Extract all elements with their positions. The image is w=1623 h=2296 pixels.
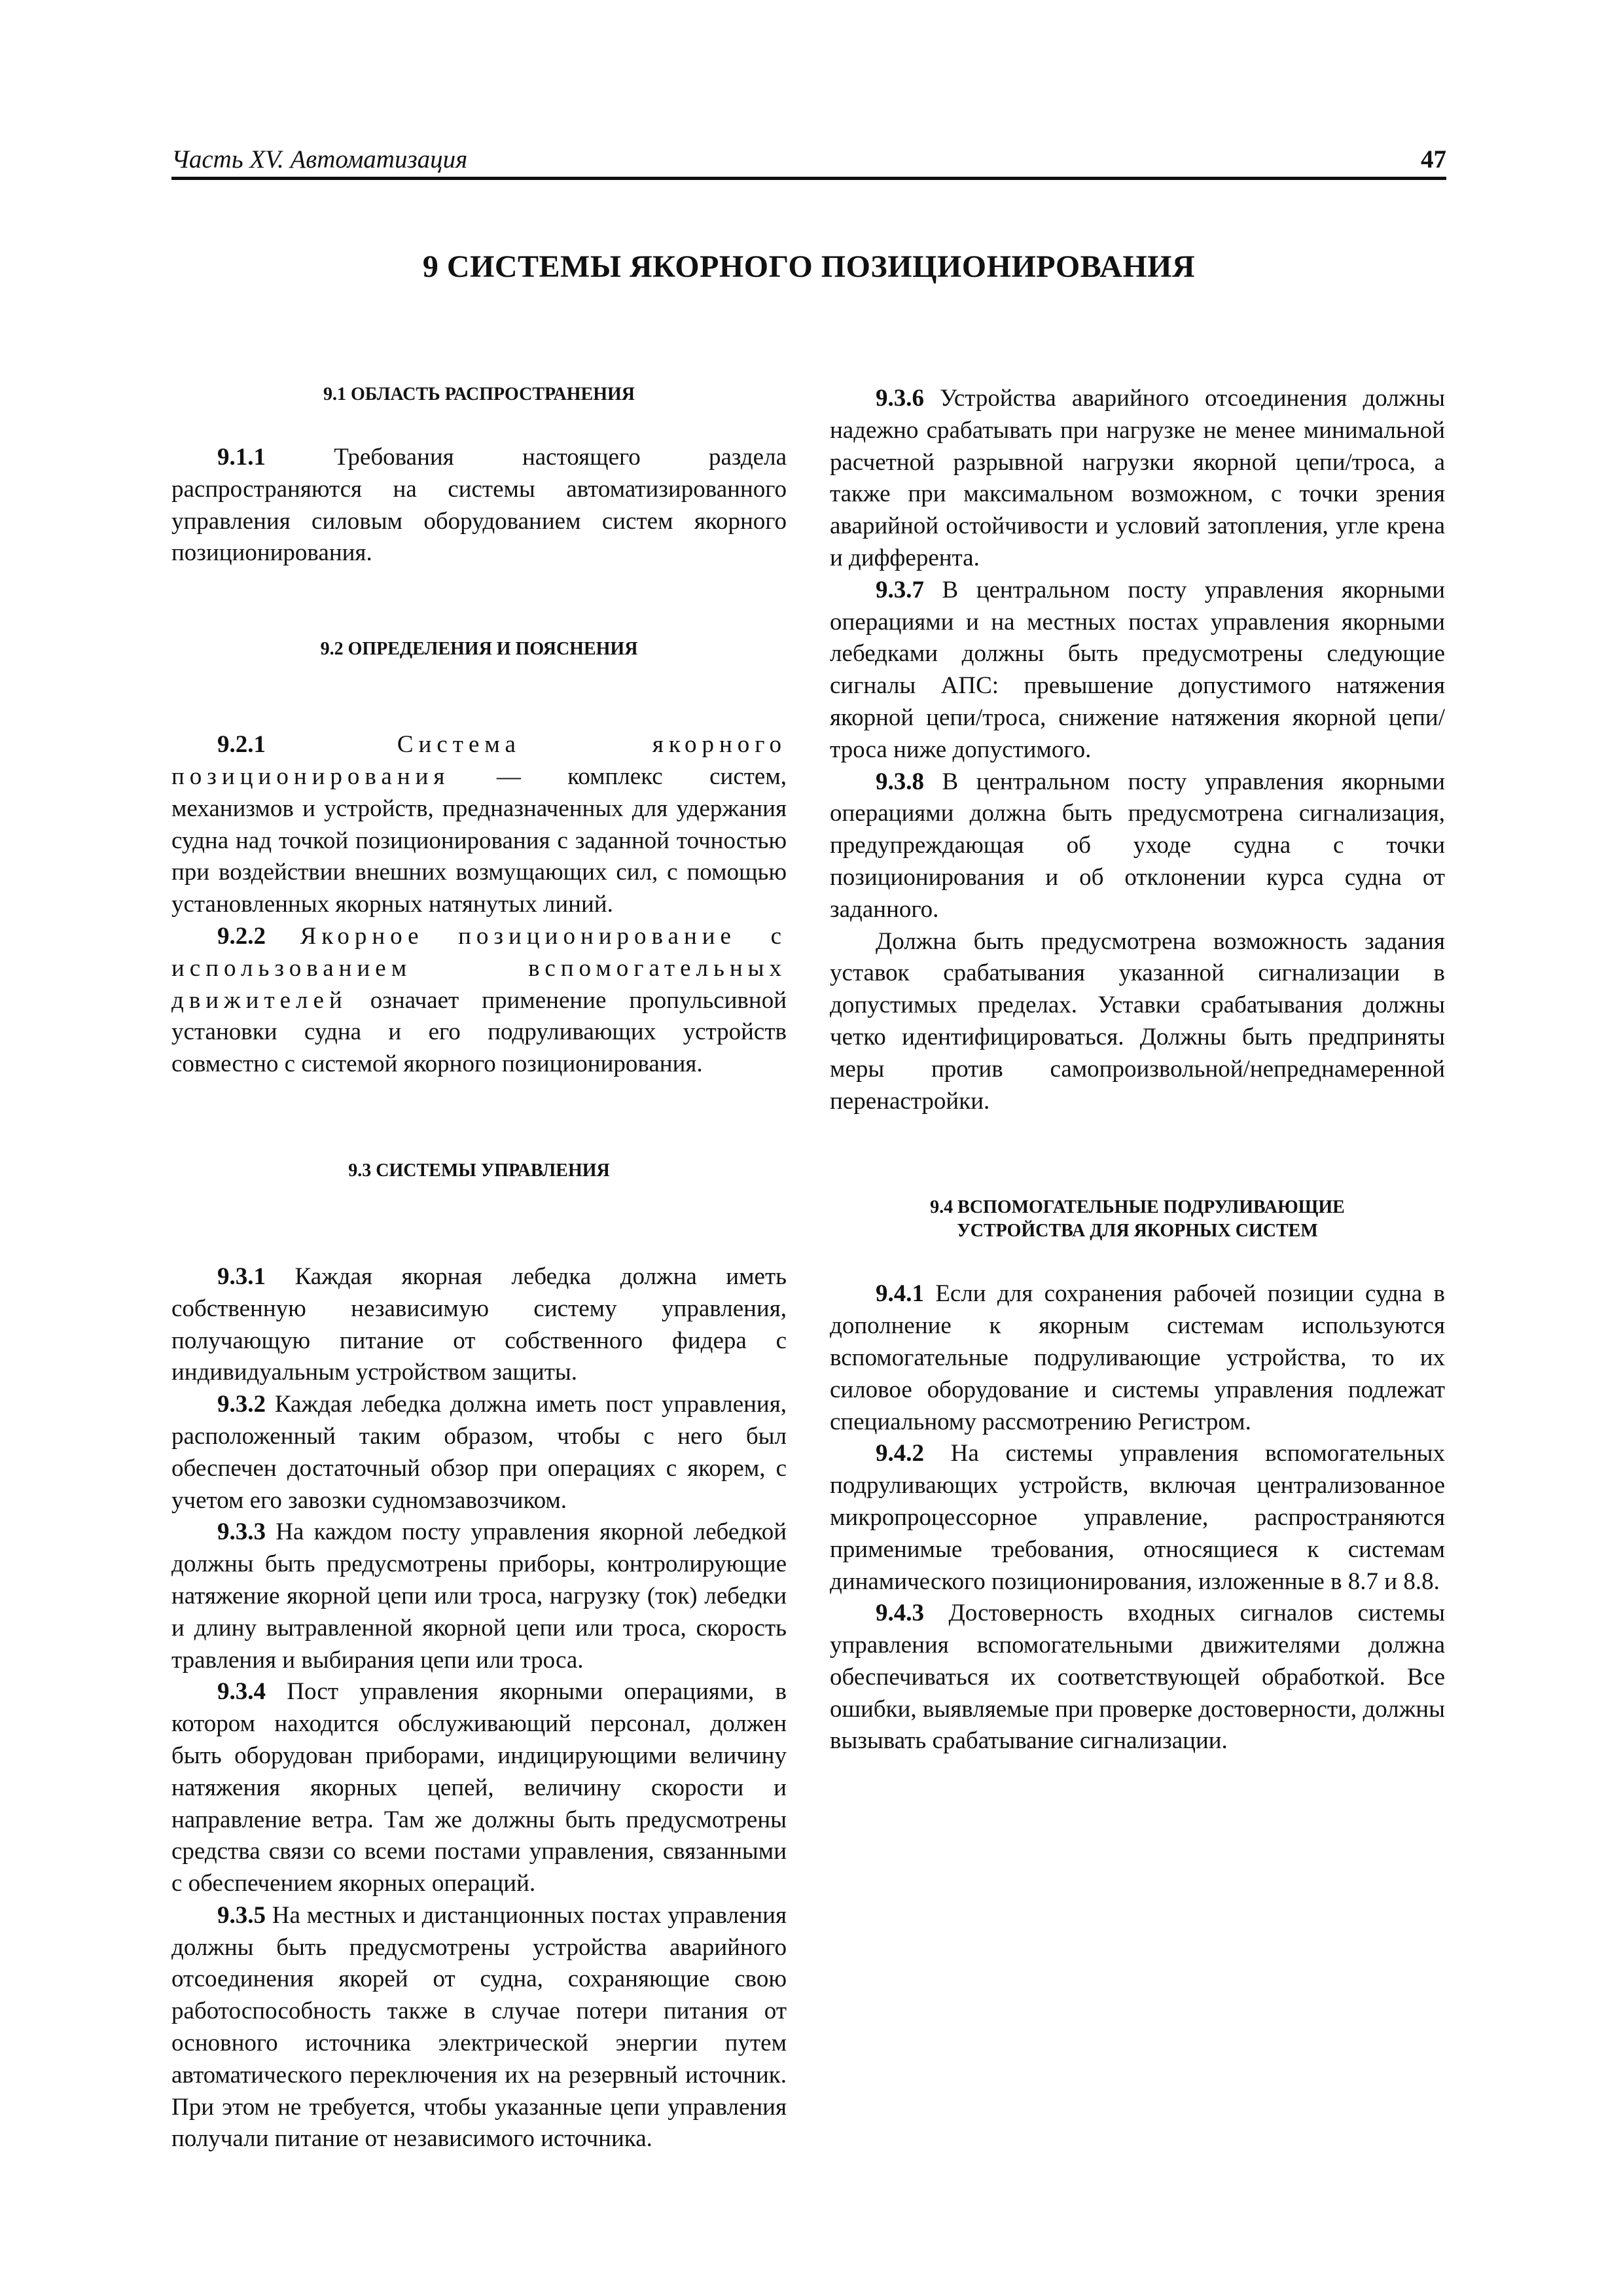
- clause-text: На каждом посту управления якорной лебедкой должны быть предусмотрены приборы, контролирующие натяжение якорной цепи или троса, нагрузку (ток) лебедки и длину вытравленной якорной цепи или троса, скорость травления и выбирания цепи или троса.: [171, 1518, 787, 1674]
- right-column: [830, 383, 1445, 1757]
- paragraph-9-4-1: [830, 1278, 1445, 1438]
- clause-number: 9.3.4: [217, 1678, 266, 1706]
- clause-text: Устройства аварийного отсоединения должны надежно срабатывать при нагрузке не менее минимальной расчетной разрывной нагрузки якорной цепи/троса, а также при максимальном возможном, с точки зрения аварийной остойчивости и условий затопления, угле крена и дифферента.: [830, 385, 1445, 571]
- paragraph-9-3-2: [171, 1389, 787, 1516]
- clause-text: Каждая якорная лебедка должна иметь собственную независимую систему управления, получающую питание от собственного фидера с индивидуальным устройством защиты.: [171, 1263, 787, 1386]
- paragraph-9-3-5: [171, 1900, 787, 2155]
- clause-number: 9.3.2: [217, 1391, 266, 1418]
- left-column: [171, 383, 787, 2155]
- clause-text: На системы управления вспомогательных подруливающих устройств, включая централизованное микропроцессорное управление, распространяются применимые требования, относящиеся к системам динамического позиционирования, изложенные в 8.7 и 8.8.: [830, 1440, 1445, 1595]
- paragraph-9-2-2: [171, 921, 787, 1081]
- section-title-9-2: 9.2 ОПРЕДЕЛЕНИЯ И ПОЯСНЕНИЯ: [320, 639, 638, 660]
- section-title-line: УСТРОЙСТВА ДЛЯ ЯКОРНЫХ СИСТЕМ: [957, 1221, 1318, 1242]
- section-title-9-4: [830, 1196, 1445, 1243]
- page-number: 47: [1421, 145, 1446, 173]
- clause-text: На местных и дистанционных постах управления должны быть предусмотрены устройства аварийного отсоединения якорей от судна, сохраняющие свою работоспособность также в случае потери питания от основного источника электрической энергии путем автоматического переключения их на резервный источник. При этом не требуется, чтобы указанные цепи управления получали питание от независимого источника.: [171, 1901, 787, 2153]
- clause-text: Достоверность входных сигналов системы управления вспомогательными движителями должна обеспечиваться их соответствующей обработкой. Все ошибки, выявляемые при проверке достоверности, должны вызывать срабатывание сигнализации.: [830, 1600, 1445, 1755]
- clause-text: Если для сохранения рабочей позиции судна в дополнение к якорным системам используются вспомогательные подруливающие устройства, то их силовое оборудование и системы управления подлежат специальному рассмотрению Регистром.: [830, 1280, 1445, 1435]
- clause-text: Пост управления якорными операциями, в котором находится обслуживающий персонал, должен быть оборудован приборами, индицирующими величину натяжения якорных цепей, величину скорости и направление ветра. Там же должны быть предусмотрены средства связи со всеми постами управления, связанными с обеспечением якорных операций.: [171, 1678, 787, 1897]
- clause-number: 9.4.1: [876, 1280, 924, 1308]
- chapter-title: 9 СИСТЕМЫ ЯКОРНОГО ПОЗИЦИОНИРОВАНИЯ: [422, 249, 1196, 284]
- clause-number: 9.3.7: [876, 576, 924, 603]
- clause-number: 9.4.3: [876, 1600, 924, 1627]
- paragraph-9-3-8-continued: Должна быть предусмотрена возможность задания уставок срабатывания указанной сигнализации в допустимых пределах. Уставки срабатывания должны четко идентифицироваться. Должны быть предприняты меры против самопроизвольной/непреднамеренной перенастройки.: [830, 927, 1445, 1115]
- section-title-9-1: 9.1 ОБЛАСТЬ РАСПРОСТРАНЕНИЯ: [323, 384, 635, 404]
- clause-text: — комплекс систем, механизмов и устройств, предназначенных для удержания судна над точкой позиционирования с заданной точностью при воздействии внешних возмущающих сил, с помощью установленных якорных натянутых линий.: [171, 762, 787, 918]
- paragraph-9-3-1: [171, 1261, 787, 1389]
- clause-text: В центральном посту управления якорными операциями и на местных постах управления якорными лебедками должны быть предусмотрены следующие сигналы АПС: превышение допустимого натяжения якорной цепи/троса, снижение натяжения якорной цепи/троса ниже допустимого.: [830, 576, 1445, 763]
- clause-number: 9.3.5: [217, 1901, 266, 1929]
- paragraph-9-4-2: [830, 1438, 1445, 1598]
- paragraph-9-3-3: [171, 1516, 787, 1676]
- paragraph-9-2-1: [171, 729, 787, 921]
- clause-number: 9.3.8: [876, 768, 924, 795]
- clause-number: 9.4.2: [876, 1440, 924, 1467]
- clause-text: Каждая лебедка должна иметь пост управления, расположенный таким образом, чтобы с него был обеспечен достаточный обзор при операциях с якорем, с учетом его завозки судномзавозчиком.: [171, 1391, 787, 1514]
- clause-text: Требования настоящего раздела распространяются на системы автоматизированного управления силовым оборудованием систем якорного позиционирования.: [171, 444, 787, 567]
- section-title-line: 9.4 ВСПОМОГАТЕЛЬНЫЕ ПОДРУЛИВАЮЩИЕ: [930, 1197, 1345, 1218]
- clause-number: 9.1.1: [217, 444, 266, 471]
- header-title: Часть XV. Автоматизация: [171, 145, 468, 173]
- clause-text: В центральном посту управления якорными операциями должна быть предусмотрена сигнализация, предупреждающая об уходе судна с точки позиционирования и об отклонении курса судна от заданного.: [830, 768, 1445, 923]
- running-header: [171, 136, 1446, 180]
- paragraph-9-3-8: [830, 766, 1445, 926]
- section-title-9-3: 9.3 СИСТЕМЫ УПРАВЛЕНИЯ: [348, 1160, 610, 1181]
- clause-text: означает применение пропульсивной установки судна и его подруливающих устройств совместно с системой якорного позиционирования.: [171, 986, 787, 1078]
- clause-number: 9.2.2: [217, 922, 266, 950]
- defined-term: Якорное позиционирование с использованием вспомогательных движителей: [171, 922, 787, 1014]
- clause-number: 9.3.3: [217, 1518, 266, 1546]
- clause-number: 9.3.6: [876, 385, 924, 412]
- defined-term: Система якорного позиционирования: [171, 731, 787, 790]
- paragraph-9-3-7: [830, 575, 1445, 766]
- clause-number: 9.2.1: [217, 731, 266, 759]
- clause-number: 9.3.1: [217, 1263, 266, 1290]
- paragraph-9-4-3: [830, 1598, 1445, 1757]
- paragraph-9-3-6: [830, 383, 1445, 575]
- paragraph-9-3-4: [171, 1676, 787, 1900]
- paragraph-9-1-1: [171, 442, 787, 569]
